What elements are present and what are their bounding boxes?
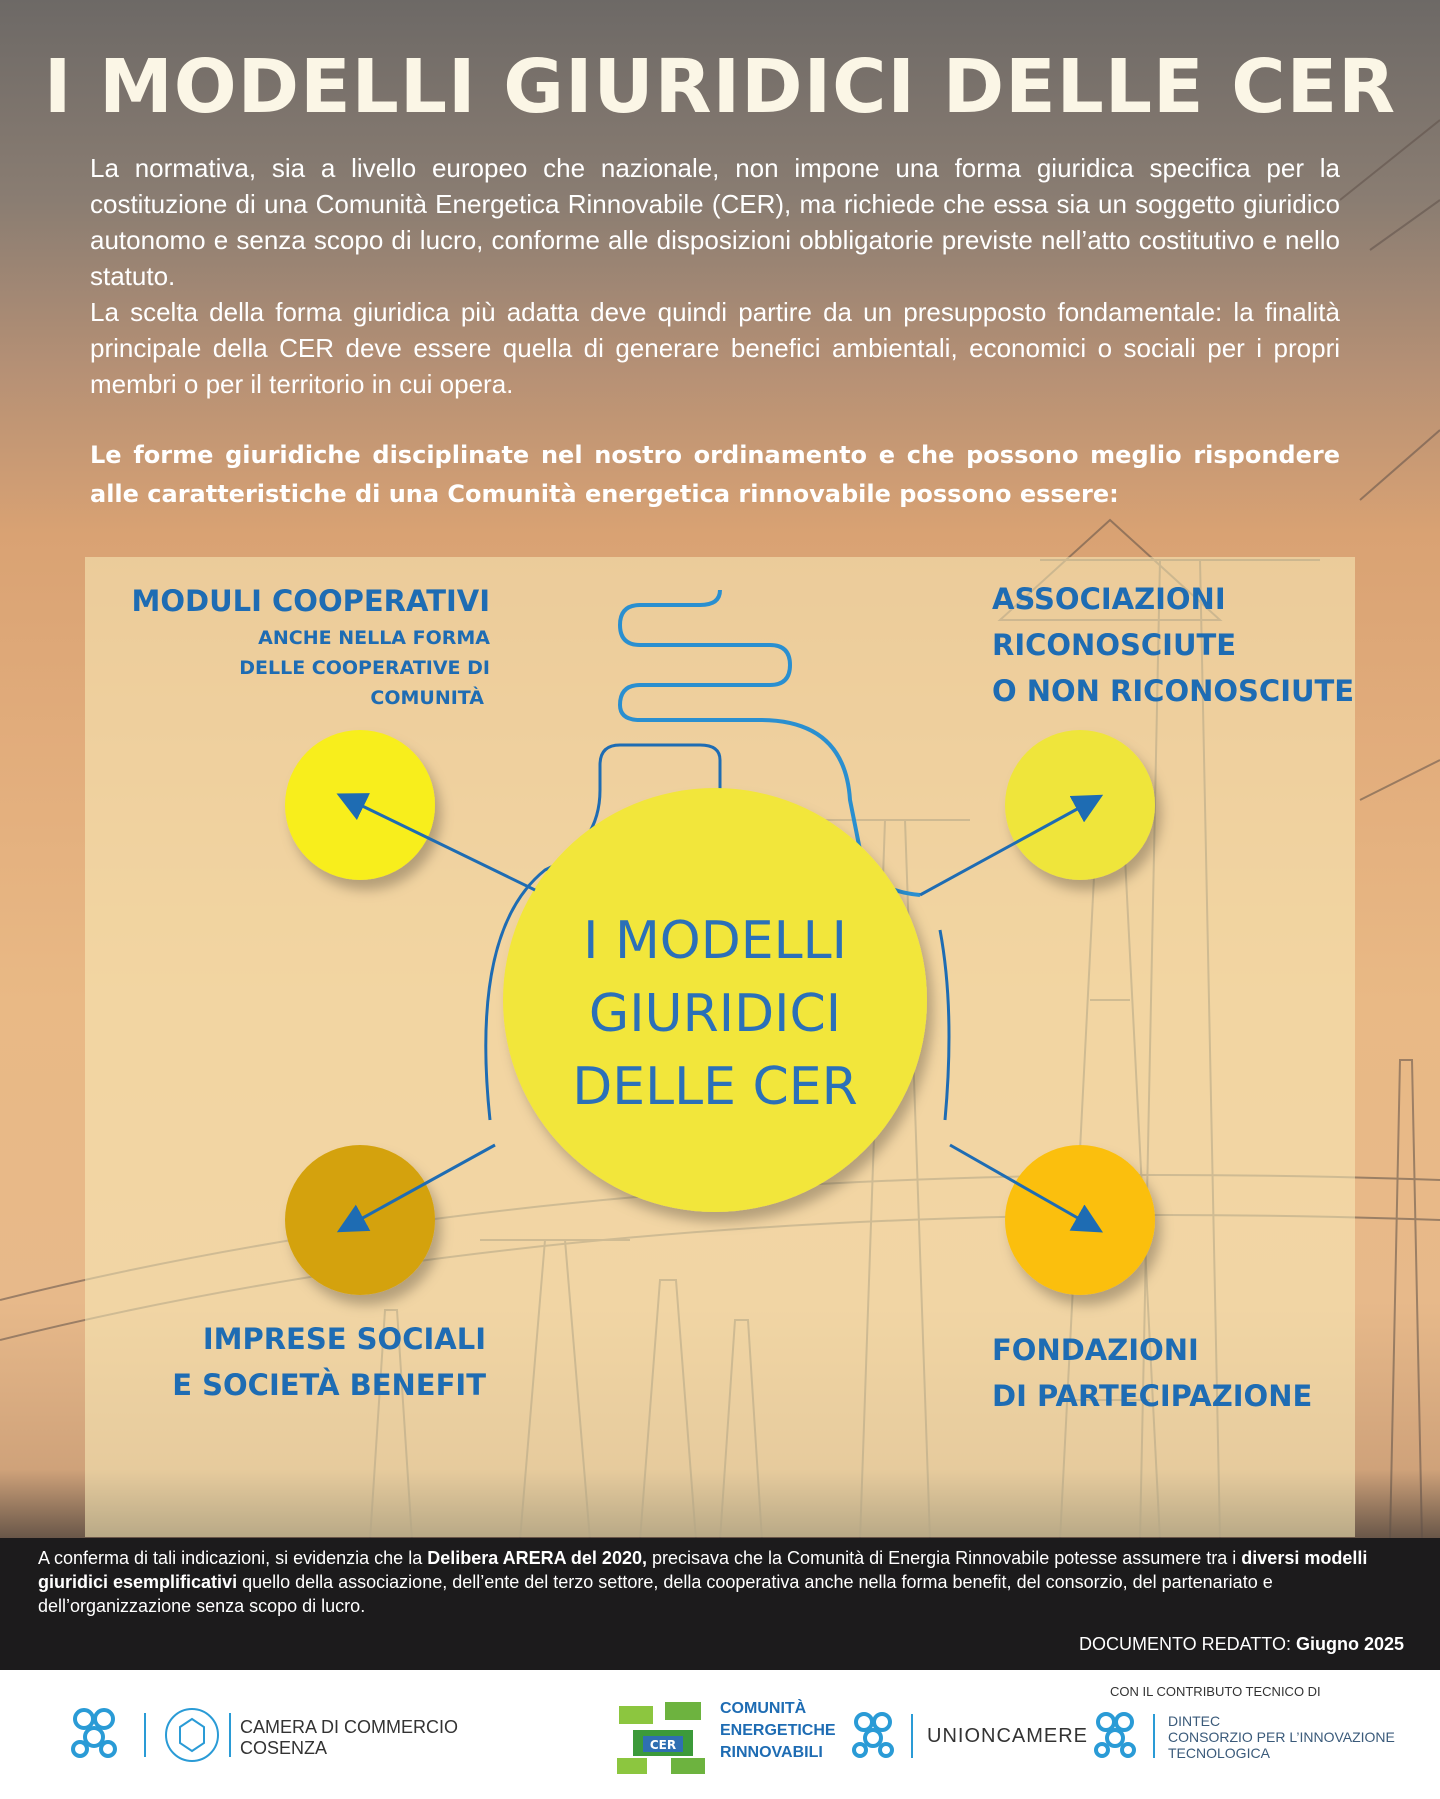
- label-cooperative-title: MODULI COOPERATIVI: [131, 584, 490, 618]
- fondazioni-line-2: DI PARTECIPAZIONE: [992, 1379, 1313, 1413]
- logo-band: [0, 1670, 1440, 1799]
- note-text-2: precisava che la Comunità di Energia Rinnovabile potesse assumere tra i: [646, 1548, 1242, 1568]
- label-associazioni: [992, 576, 1412, 714]
- contributo-label: CON IL CONTRIBUTO TECNICO DI: [1110, 1684, 1321, 1699]
- cer-line-2: ENERGETICHE: [720, 1722, 836, 1739]
- dintec-name: DINTEC: [1168, 1713, 1221, 1729]
- dintec-line-2: TECNOLOGICA: [1168, 1745, 1270, 1761]
- associazioni-line-1: ASSOCIAZIONI: [992, 582, 1226, 616]
- intro-bold-statement: Le forme giuridiche disciplinate nel nostro ordinamento e che possono meglio rispondere alle caratteristiche di una Comunità energetica rinnovabile possono essere:: [90, 441, 1340, 508]
- satellite-top-right: [1005, 730, 1155, 880]
- associazioni-line-2: RICONOSCIUTE: [992, 628, 1237, 662]
- cer-logo: [613, 1692, 713, 1778]
- center-title-line-3: DELLE CER: [572, 1057, 858, 1117]
- unioncamere-text: UNIONCAMERE: [927, 1725, 1089, 1747]
- footer-note: [38, 1546, 1408, 1618]
- doc-date-value: Giugno 2025: [1295, 1634, 1404, 1654]
- dintec-logo: [1092, 1710, 1162, 1760]
- note-text-1: A conferma di tali indicazioni, si evidenzia che la: [38, 1548, 428, 1568]
- doc-date-label: DOCUMENTO REDATTO:: [1078, 1634, 1296, 1654]
- intro-paragraph-1: La normativa, sia a livello europeo che nazionale, non impone una forma giuridica specifica per la costituzione di una Comunità Energetica Rinnovabile (CER), ma richiede che essa sia un soggetto giuridico autonomo e senza scopo di lucro, conforme alle disposizioni obbligatorie previste nell’atto costitutivo e nello statuto.: [90, 153, 1340, 291]
- cer-logo-text: [720, 1698, 836, 1764]
- camera-line-2: COSENZA: [240, 1738, 328, 1758]
- label-imprese-sociali: [90, 1316, 486, 1408]
- dintec-text: [1168, 1713, 1395, 1761]
- note-bold-1: Delibera ARERA del 2020,: [427, 1548, 647, 1568]
- unioncamere-logo: [850, 1710, 920, 1760]
- dintec-line-1: CONSORZIO PER L’INNOVAZIONE: [1168, 1729, 1395, 1745]
- center-title-line-1: I MODELLI: [583, 911, 847, 971]
- cer-line-3: RINNOVABILI: [720, 1744, 823, 1761]
- cer-logo-badge: CER: [649, 1738, 677, 1752]
- center-title-line-2: GIURIDICI: [588, 984, 842, 1044]
- label-fondazioni: [992, 1327, 1412, 1419]
- camera-commercio-logo: [70, 1705, 240, 1765]
- cooperative-subtitle-line-3: COMUNITÀ: [370, 687, 484, 709]
- imprese-line-2: E SOCIETÀ BENEFIT: [172, 1368, 486, 1402]
- cooperative-subtitle-line-1: ANCHE NELLA FORMA: [258, 627, 490, 649]
- document-date: [1079, 1634, 1404, 1655]
- cer-line-1: COMUNITÀ: [720, 1700, 807, 1717]
- intro-paragraph-2: La scelta della forma giuridica più adatta deve quindi partire da un presupposto fondamentale: la finalità principale della CER deve essere quella di generare benefici ambientali, economici o sociali per i propri membri o per il territorio in cui opera.: [90, 297, 1340, 399]
- camera-commercio-text: [240, 1717, 458, 1759]
- note-text-3: quello della associazione, dell’ente del terzo settore, della cooperativa anche nella forma benefit, del consorzio, del partenariato e dell’organizzazione senza scopo di lucro.: [38, 1572, 1273, 1616]
- note-bold-2: diversi modelli giuridici esemplificativi: [38, 1548, 1368, 1592]
- camera-line-1: CAMERA DI COMMERCIO: [240, 1717, 459, 1737]
- fondazioni-line-1: FONDAZIONI: [992, 1333, 1199, 1367]
- cooperative-subtitle-line-2: DELLE COOPERATIVE DI: [239, 657, 490, 679]
- center-title: [500, 905, 930, 1124]
- page-title: I MODELLI GIURIDICI DELLE CER: [43, 44, 1397, 130]
- label-cooperative-subtitle: [150, 623, 490, 713]
- associazioni-line-3: O NON RICONOSCIUTE: [992, 674, 1355, 708]
- imprese-line-1: IMPRESE SOCIALI: [202, 1322, 486, 1356]
